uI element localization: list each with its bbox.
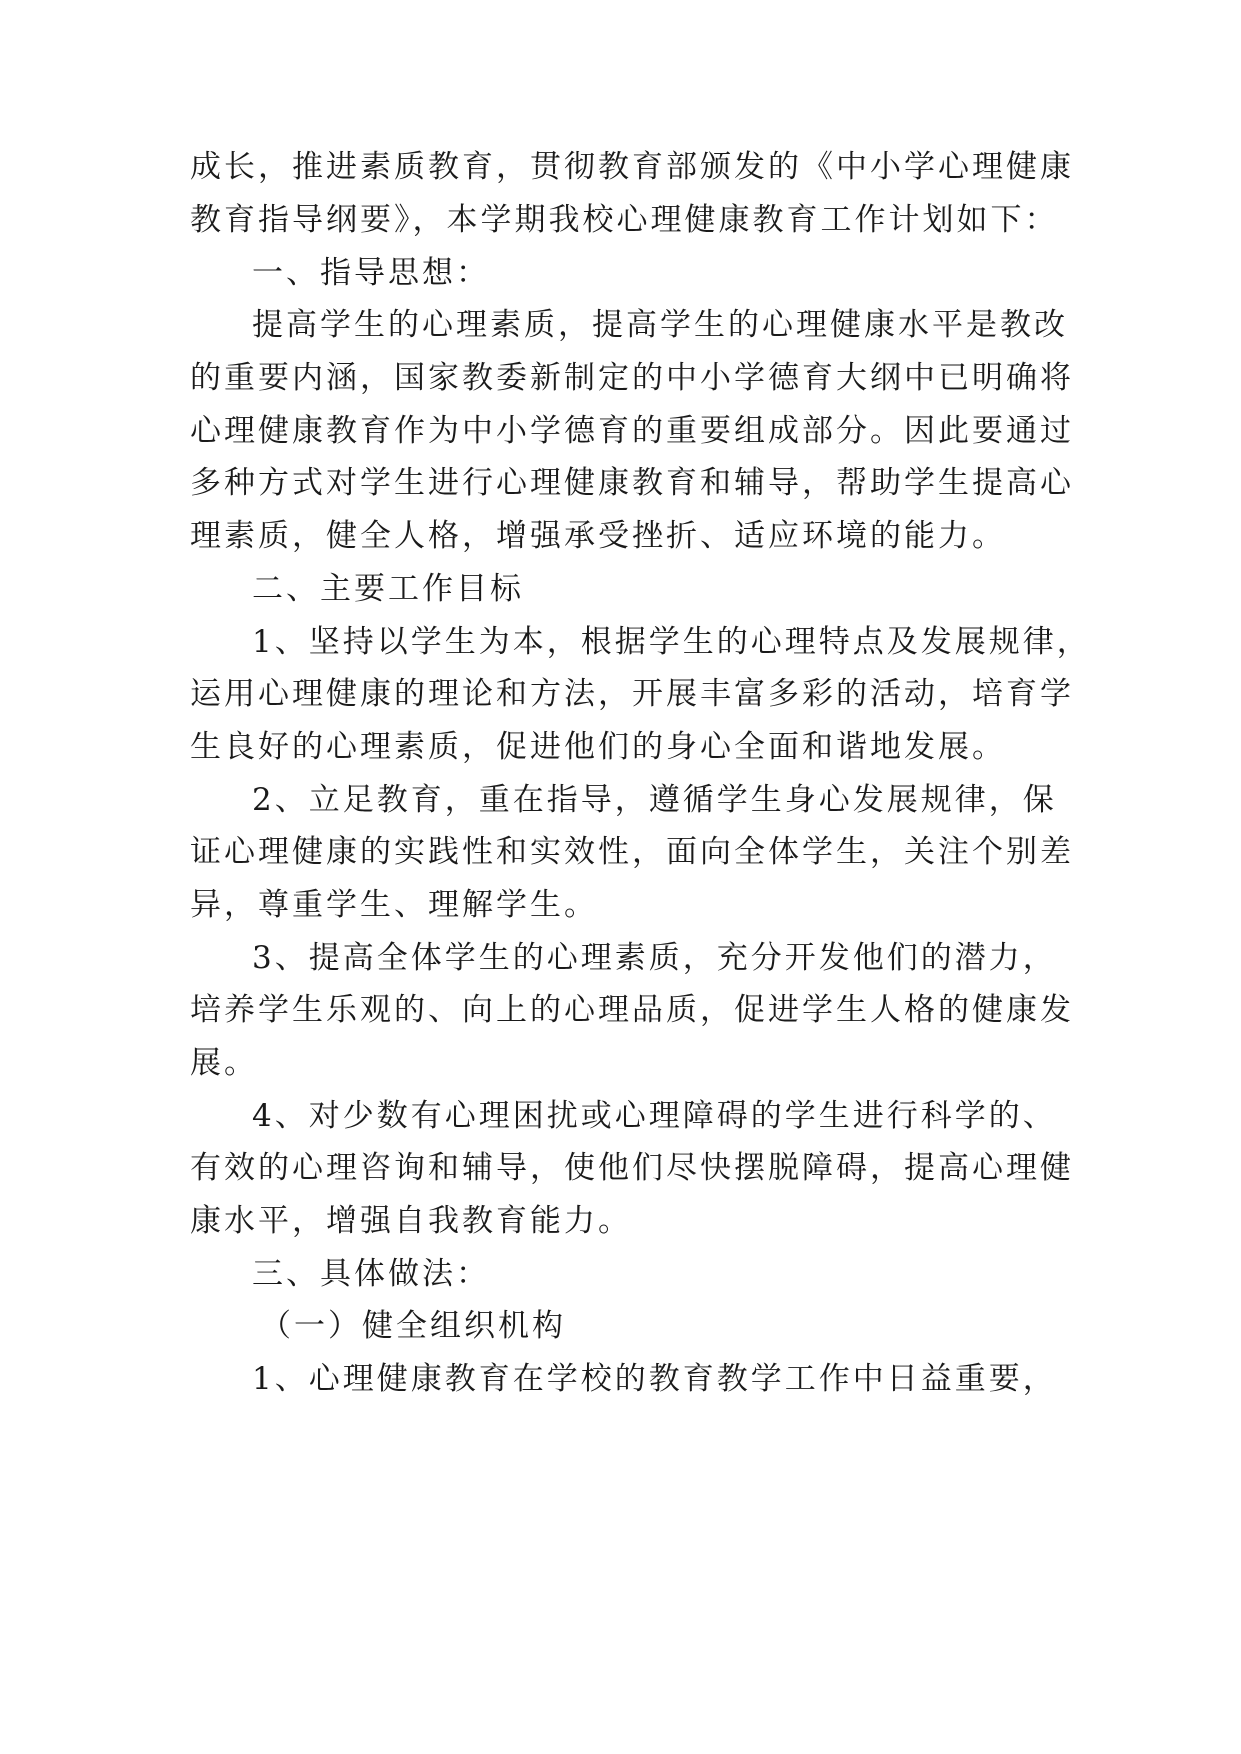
text-line-goal2-1: 2、立足教育，重在指导，遵循学生身心发展规律，保 (252, 782, 1057, 818)
text-line-goal1-2: 运用心理健康的理论和方法，开展丰富多彩的活动，培育学 (190, 676, 1074, 712)
text-line-organization-1: 1、心理健康教育在学校的教育教学工作中日益重要， (252, 1361, 1057, 1397)
text-line-goal2-2: 证心理健康的实践性和实效性，面向全体学生，关注个别差 (190, 834, 1074, 870)
text-line-goal4-1: 4、对少数有心理困扰或心理障碍的学生进行科学的、 (252, 1098, 1057, 1134)
text-line-goal4-2: 有效的心理咨询和辅导，使他们尽快摆脱障碍，提高心理健 (190, 1150, 1074, 1186)
subsection-heading-organization: （一）健全组织机构 (260, 1308, 566, 1344)
text-line-ideology-4: 多种方式对学生进行心理健康教育和辅导，帮助学生提高心 (190, 465, 1074, 501)
section-heading-guiding-ideology: 一、指导思想： (252, 255, 490, 291)
text-line-ideology-5: 理素质，健全人格，增强承受挫折、适应环境的能力。 (190, 518, 1006, 554)
text-line-goal1-1: 1、坚持以学生为本，根据学生的心理特点及发展规律， (252, 624, 1091, 660)
text-line-ideology-3: 心理健康教育作为中小学德育的重要组成部分。因此要通过 (190, 413, 1074, 449)
text-line-ideology-2: 的重要内涵，国家教委新制定的中小学德育大纲中已明确将 (190, 360, 1074, 396)
text-line-goal3-2: 培养学生乐观的、向上的心理品质，促进学生人格的健康发 (190, 992, 1074, 1028)
text-line-intro-1: 成长，推进素质教育，贯彻教育部颁发的《中小学心理健康 (190, 149, 1074, 185)
text-line-goal3-1: 3、提高全体学生的心理素质，充分开发他们的潜力， (252, 940, 1057, 976)
section-heading-methods: 三、具体做法： (252, 1256, 490, 1292)
text-line-goal2-3: 异，尊重学生、理解学生。 (190, 887, 598, 923)
text-line-ideology-1: 提高学生的心理素质，提高学生的心理健康水平是教改 (252, 307, 1068, 343)
text-line-goal3-3: 展。 (190, 1045, 258, 1081)
section-heading-main-goals: 二、主要工作目标 (252, 571, 524, 607)
text-line-goal4-3: 康水平，增强自我教育能力。 (190, 1203, 632, 1239)
text-line-goal1-3: 生良好的心理素质，促进他们的身心全面和谐地发展。 (190, 729, 1006, 765)
text-line-intro-2: 教育指导纲要》，本学期我校心理健康教育工作计划如下： (190, 202, 1059, 238)
